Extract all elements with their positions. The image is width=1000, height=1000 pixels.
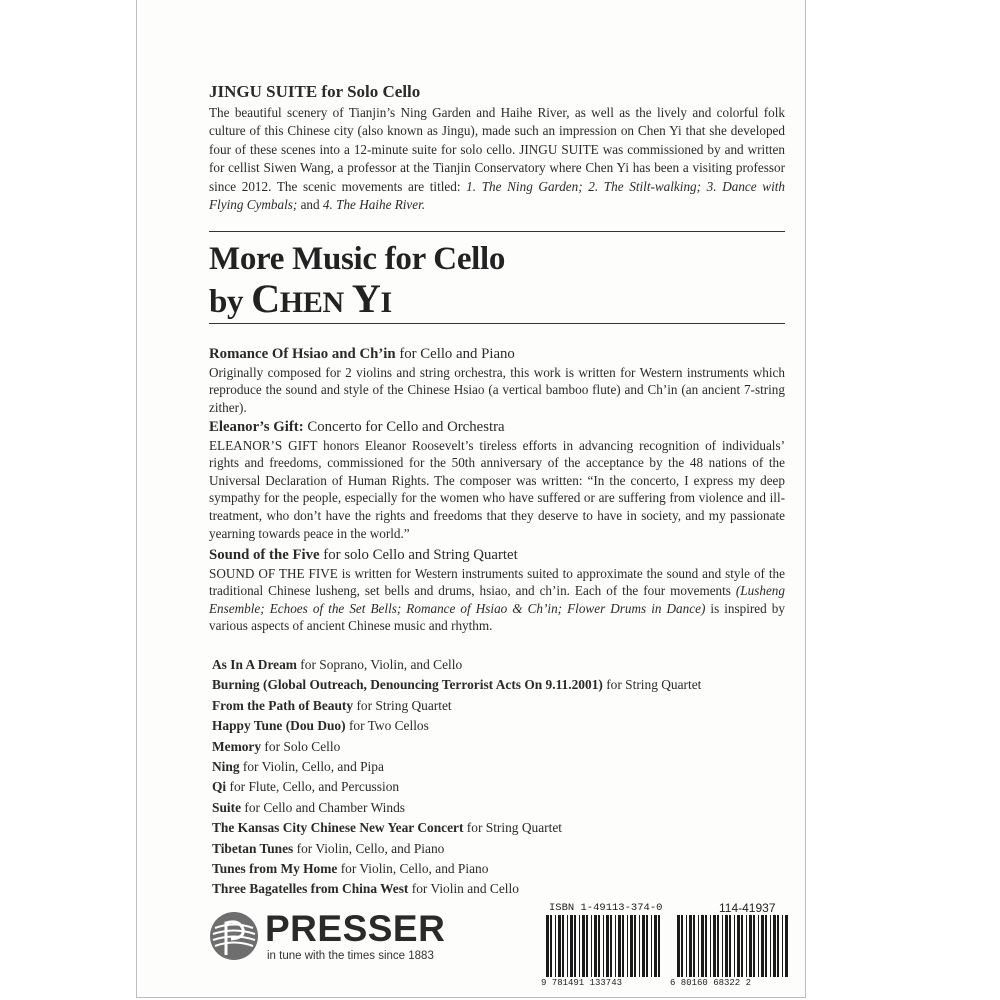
work-subtitle: Concerto for Cello and Orchestra <box>303 419 505 435</box>
list-item <box>212 859 772 879</box>
list-item-title: Tunes from My Home <box>212 860 338 876</box>
list-item <box>212 839 772 859</box>
list-item-instrumentation: for Soprano, Violin, and Cello <box>296 657 463 672</box>
work-heading <box>209 345 785 364</box>
list-item <box>212 675 772 695</box>
list-item-instrumentation: for Violin, Cello, and Pipa <box>239 758 384 774</box>
work-title: Sound of the Five <box>209 547 320 563</box>
upc-barcode-digits: 6 80160 68322 2 <box>670 978 752 988</box>
title-by: by <box>209 284 252 320</box>
divider-bottom <box>209 323 785 324</box>
jingu-movement-4: 4. The Haihe River. <box>322 197 426 213</box>
work-title: Romance Of Hsiao and Ch’in <box>209 346 396 362</box>
title-i: I <box>380 286 392 319</box>
list-item-title: Suite <box>212 799 242 815</box>
page-sheet <box>136 0 806 998</box>
list-item <box>212 777 772 797</box>
work-subtitle: for Cello and Piano <box>395 346 515 362</box>
jingu-and: and <box>297 197 323 213</box>
work-text: SOUND OF THE FIVE is written for Western instruments suited to approximate the sound and style of the traditional Chinese lusheng, set bells and drums, hsiao, and ch’in. Each of the four movements <box>209 565 785 599</box>
jingu-description <box>209 104 785 214</box>
list-item-instrumentation: for Cello and Chamber Winds <box>241 799 405 815</box>
jingu-heading: JINGU SUITE for Solo Cello <box>209 82 421 101</box>
upc-barcode <box>677 915 789 977</box>
list-item-instrumentation: for Violin, Cello, and Piano <box>337 860 489 876</box>
jingu-body: The beautiful scenery of Tianjin’s Ning Garden and Haihe River, as well as the lively and colorful folk culture of this Chinese city (also known as Jingu), made such an impression on Chen Yi that she developed four of these scenes into a 12-minute suite for solo cello. JINGU SUITE was commissioned by and written for cellist Siwen Wang, a professor at the Tianjin Conservatory where Chen Yi has been a visiting professor since 2012. The scenic movements are titled: <box>209 105 785 194</box>
list-item <box>212 757 772 777</box>
work-entry <box>209 345 785 416</box>
catalog-number: 114-41937 <box>719 901 776 915</box>
list-item-title: Memory <box>212 738 262 754</box>
list-item <box>212 737 772 757</box>
list-item-instrumentation: for String Quartet <box>463 820 562 836</box>
list-item <box>212 818 772 838</box>
work-entry <box>209 546 785 635</box>
presser-staff-logo-icon <box>209 911 259 961</box>
title-c: C <box>251 276 280 321</box>
list-item-title: As In A Dream <box>212 657 297 672</box>
list-item <box>212 716 772 736</box>
more-music-title <box>209 240 505 322</box>
list-item-instrumentation: for Solo Cello <box>261 738 341 754</box>
work-title: Eleanor’s Gift: <box>209 419 304 435</box>
work-description: Originally composed for 2 violins and string orchestra, this work is written for Western instruments which reproduce the sound and style of the Chinese Hsiao (a vertical bamboo flute) and Ch’in (an ancient 7-string zither). <box>209 364 785 415</box>
list-item <box>212 798 772 818</box>
presser-tagline: in tune with the times since 1883 <box>267 950 434 962</box>
list-item-instrumentation: for Flute, Cello, and Percussion <box>226 779 400 795</box>
title-space <box>344 284 352 320</box>
work-subtitle: for solo Cello and String Quartet <box>319 547 518 563</box>
title-hen: HEN <box>279 286 344 319</box>
list-item-title: Qi <box>212 779 227 795</box>
work-heading <box>209 546 785 565</box>
list-item-instrumentation: for String Quartet <box>353 697 452 713</box>
isbn-barcode-digits: 9 781491 133743 <box>541 978 623 988</box>
work-text-end: is inspired by various aspects of ancient Chinese music and rhythm. <box>209 600 785 634</box>
work-heading <box>209 418 785 437</box>
list-item-instrumentation: for Two Cellos <box>345 718 429 734</box>
title-line-2 <box>209 276 505 322</box>
list-item-title: Ning <box>212 758 240 774</box>
title-line-1: More Music for Cello <box>209 241 506 277</box>
work-description: ELEANOR’S GIFT honors Eleanor Roosevelt’s tireless efforts in advancing recognition of individuals’ rights and freedoms, commissioned for the 50th anniversary of the acceptance by the 48 nations of the Universal Declaration of Human Rights. The composer was written: “In the concerto, I express my deep sympathy for the people, especially for the women who have suffered or are suffering from violence and ill-treatment, who don’t have the rights and freedoms that they deserve to have in society, and my passionate yearning towards peace in the world.” <box>209 437 785 541</box>
isbn-barcode <box>546 915 662 977</box>
list-item-title: Three Bagatelles from China West <box>212 881 409 897</box>
work-entry <box>209 418 785 542</box>
list-item-title: From the Path of Beauty <box>212 697 354 713</box>
isbn-label: ISBN 1-49113-374-0 <box>549 902 663 914</box>
list-item-title: Tibetan Tunes <box>212 840 294 856</box>
presser-brand: PRESSER <box>265 908 446 949</box>
work-movements: (Lusheng Ensemble; Echoes of the Set Bells; Romance of Hsiao & Ch’in; Flower Drums in Dance) <box>209 583 785 616</box>
list-item-instrumentation: for Violin and Cello <box>408 881 519 897</box>
works-list <box>212 655 772 900</box>
work-description <box>209 565 785 635</box>
list-item-title: The Kansas City Chinese New Year Concert <box>212 820 464 836</box>
divider-top <box>209 231 785 232</box>
list-item <box>212 655 772 675</box>
list-item <box>212 879 772 899</box>
list-item-instrumentation: for Violin, Cello, and Piano <box>293 840 445 856</box>
list-item-instrumentation: for String Quartet <box>602 677 702 693</box>
list-item <box>212 696 772 716</box>
list-item-title: Happy Tune (Dou Duo) <box>212 718 346 734</box>
presser-logo <box>209 905 449 969</box>
jingu-movements: 1. The Ning Garden; 2. The Stilt-walking; 3. Dance with Flying Cymbals; <box>209 178 785 213</box>
list-item-title: Burning (Global Outreach, Denouncing Terrorist Acts On 9.11.2001) <box>212 677 603 693</box>
title-y: Y <box>351 276 381 321</box>
